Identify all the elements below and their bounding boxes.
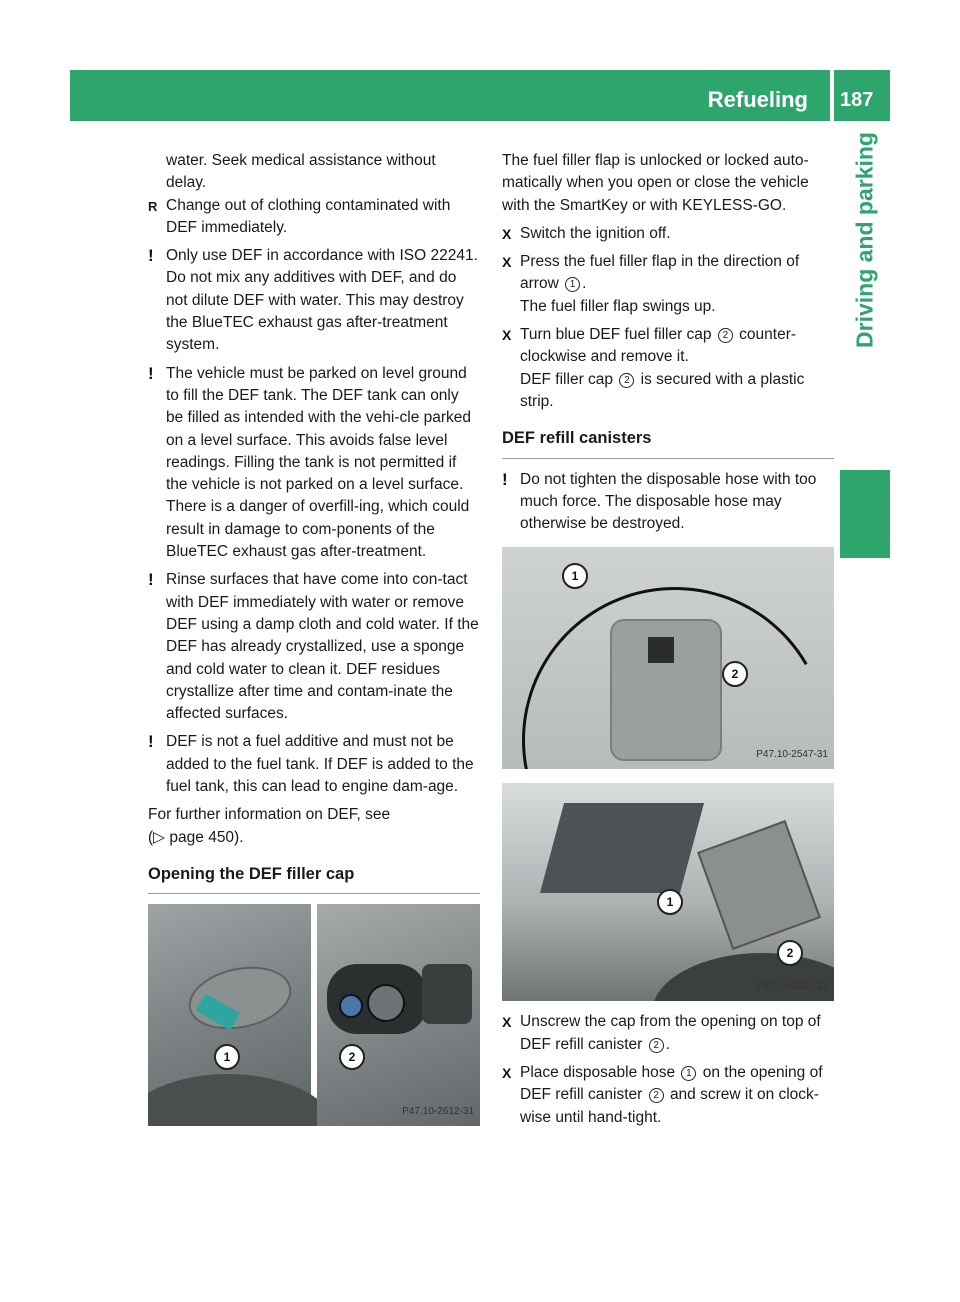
photo-code: P47.10-2612-31: [402, 1105, 474, 1117]
wheel-arch-shape: [148, 1074, 338, 1126]
header-bar: [70, 70, 890, 121]
step-text: Unscrew the cap from the opening on top of DEF refill canister: [520, 1013, 821, 1053]
result-text-end: is secured with a plastic strip.: [520, 370, 805, 410]
step-text-end: counter-clockwise and remove it.: [520, 326, 797, 366]
side-chapter-tab: [840, 470, 890, 558]
circled-number-1-icon: 1: [565, 277, 580, 292]
callout-1: 1: [214, 1044, 240, 1070]
photo-canister-on-vehicle: [502, 783, 834, 1001]
warning-text: The vehicle must be parked on level ground to fill the DEF tank. The DEF tank can only be filled as intended with the vehi-cle parked on a level surface. This avoids false level readings. Filling the tank is not permitted if the vehicle is not parked on a level surface. There is a danger of overfill-ing, which could result in damage to com-ponents of the BlueTEC exhaust gas after-treatment.: [166, 364, 472, 561]
heading-opening-def-cap: Opening the DEF filler cap: [148, 863, 480, 894]
warning-level-ground: [148, 363, 480, 564]
vehicle-window-shape: [540, 803, 704, 893]
photo-opening-filler-cap: [148, 904, 480, 1126]
bullet-text: Change out of clothing contaminated with DEF immediately.: [166, 196, 451, 236]
warning-text: Do not tighten the disposable hose with too much force. The disposable hose may otherwise be destroyed.: [520, 470, 817, 533]
further-info-text: For further information on DEF, see: [148, 806, 391, 824]
step-arrow-icon: X: [502, 1014, 512, 1031]
step-arrow-icon: X: [502, 225, 512, 242]
callout-2: 2: [777, 940, 803, 966]
hose-shape: [502, 553, 834, 769]
warning-text: Only use DEF in accordance with ISO 22241. Do not mix any additives with DEF, and do not dilute DEF with water. This may destroy the BlueTEC exhaust gas after-treatment system.: [166, 247, 478, 354]
step-press-flap: [502, 251, 834, 296]
open-flap-shape: [422, 964, 472, 1024]
warning-icon: !: [148, 570, 154, 590]
canister-on-vehicle-shape: [697, 821, 821, 951]
step-text-end: .: [665, 1035, 670, 1053]
fuel-cap-shape: [367, 984, 405, 1022]
warning-def-standard: [148, 245, 480, 356]
page-ref-link[interactable]: page 450).: [169, 828, 244, 846]
result-text: DEF filler cap: [520, 370, 614, 388]
further-information: For further information on DEF, see (▷ page 450).: [148, 806, 391, 846]
warning-icon: !: [148, 246, 154, 266]
continued-line-1: water. Seek medical assistance without: [166, 152, 436, 169]
warning-not-fuel-additive: [148, 731, 480, 798]
page-ref-arrow-icon: ▷: [153, 828, 166, 846]
step-switch-ignition: [502, 223, 834, 245]
filler-flap-shape: [183, 958, 297, 1038]
warning-text: Rinse surfaces that have come into con-tact with DEF immediately with water or remove DEF using a damp cloth and cold water. If the DEF has already crystallized, use a sponge and cold water to clean it. DEF residues crystallize after time and contam-inate the affected surfaces.: [166, 571, 479, 723]
step-text: Press the fuel filler flap in the direction of arrow: [520, 253, 800, 293]
warning-icon: !: [148, 363, 154, 383]
right-column: [502, 150, 834, 1135]
step-text: Turn blue DEF fuel filler cap: [520, 326, 712, 344]
step-text-end: and screw it on clock-wise until hand-tight.: [520, 1086, 819, 1126]
callout-2: 2: [339, 1044, 365, 1070]
circled-number-1-icon: 1: [681, 1066, 696, 1081]
photo-code: P47.10-2611-31: [757, 981, 828, 993]
heading-def-refill-canisters: DEF refill canisters: [502, 427, 834, 458]
photo-filler-flap-closed: [148, 904, 311, 1126]
continued-line-2: delay.: [166, 174, 207, 192]
continued-text: [148, 150, 480, 195]
page-section-title: Refueling: [707, 87, 808, 112]
warning-hose-force: [502, 469, 834, 536]
circled-number-2-icon: 2: [619, 373, 634, 388]
callout-1: 1: [657, 889, 683, 915]
step-arrow-icon: X: [502, 327, 512, 344]
step-result: [502, 369, 834, 414]
photo-code: P47.10-2547-31: [756, 749, 828, 761]
page-number: 187: [840, 89, 874, 111]
callout-2: 2: [722, 661, 748, 687]
step-turn-cap: [502, 324, 834, 369]
photo-filler-flap-open: [317, 904, 480, 1126]
step-text-end: .: [582, 275, 587, 293]
warning-icon: !: [148, 732, 154, 752]
warning-rinse-surfaces: [148, 569, 480, 725]
step-text-mid: on the opening of DEF refill canister: [520, 1064, 823, 1104]
step-arrow-icon: X: [502, 254, 512, 271]
photo-refill-canister: [502, 547, 834, 769]
side-chapter-text: Driving and parking: [851, 132, 878, 348]
warning-icon: !: [502, 469, 508, 489]
step-unscrew-cap: [502, 1011, 834, 1056]
left-column: [148, 150, 480, 1126]
circled-number-2-icon: 2: [718, 328, 733, 343]
intro-paragraph: The fuel filler flap is unlocked or locked auto-matically when you open or close the vehicle with the SmartKey or with KEYLESS-GO.: [502, 152, 809, 214]
step-place-hose: [502, 1062, 834, 1129]
circled-number-2-icon: 2: [649, 1038, 664, 1053]
bullet-change-clothing: [148, 195, 480, 240]
warning-text: DEF is not a fuel additive and must not be added to the fuel tank. If DEF is added to the fuel tank, this can lead to engine dam-age.: [166, 733, 474, 796]
callout-1: 1: [562, 563, 588, 589]
header-divider: [830, 70, 834, 121]
step-text: Switch the ignition off.: [520, 224, 671, 242]
step-result: The fuel filler flap swings up.: [520, 297, 716, 315]
step-arrow-icon: X: [502, 1065, 512, 1082]
step-text: Place disposable hose: [520, 1064, 676, 1082]
circled-number-2-icon: 2: [649, 1088, 664, 1103]
